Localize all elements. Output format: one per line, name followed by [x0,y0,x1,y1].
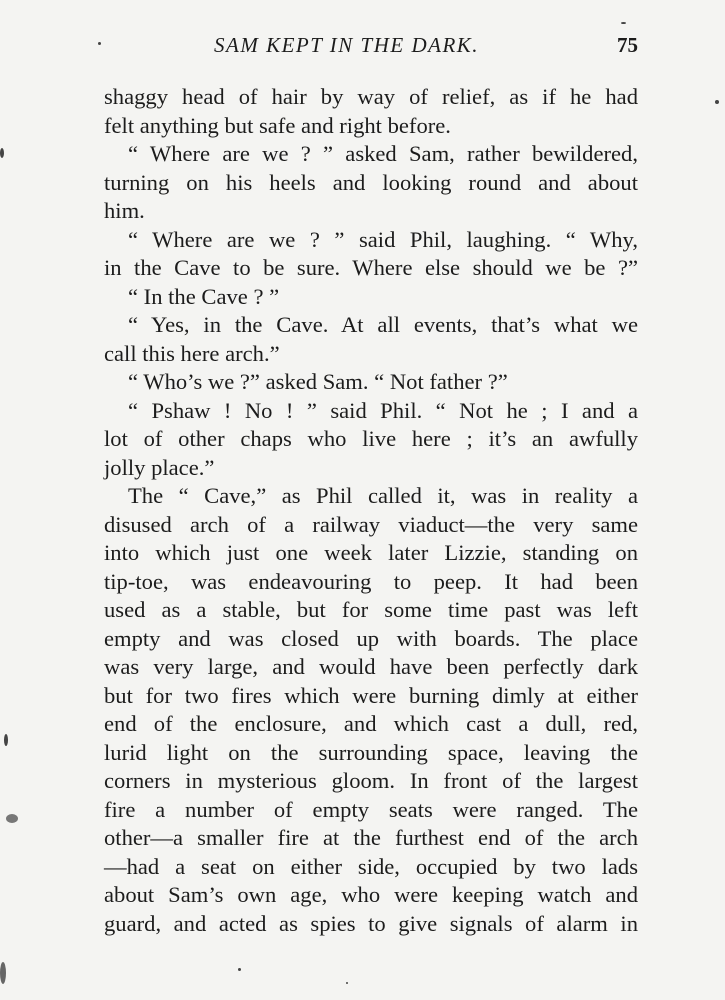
text-line: empty and was closed up with boards. The place [104,625,638,651]
text-line: other—a smaller fire at the furthest end of the arch [104,825,638,850]
text-line: call this here arch.” [104,340,280,366]
text-line: used as a stable, but for some time past was left [104,597,638,622]
text-line: jolly place.” [104,454,215,480]
paper-speck [0,962,6,984]
text-line: shaggy head of hair by way of relief, as if he had [104,84,638,109]
text-line: “ Yes, in the Cave. At all events, that’s what we [128,312,638,337]
text-line: corners in mysterious gloom. In front of the largest [104,768,638,793]
text-line: guard, and acted as spies to give signals of alarm in [104,910,638,936]
text-line: —had a seat on either side, occupied by two lads [104,853,638,879]
text-line: but for two fires which were burning dimly at either [104,682,638,708]
paper-speck [0,148,4,158]
paper-speck [238,968,241,971]
text-line: tip-toe, was endeavouring to peep. It had been [104,568,638,594]
page-header [104,33,638,63]
text-line: “ Where are we ? ” asked Sam, rather bewildered, [128,141,638,166]
text-line: into which just one week later Lizzie, standing on [104,540,638,565]
text-line: “ Where are we ? ” said Phil, laughing. “ Why, [128,226,638,252]
text-line: turning on his heels and looking round and about [104,169,638,195]
text-line: was very large, and would have been perfectly dark [104,654,638,679]
text-line: “ Pshaw ! No ! ” said Phil. “ Not he ; I and a [128,397,638,423]
running-head: SAM KEPT IN THE DARK. [214,33,480,57]
text-line: about Sam’s own age, who were keeping watch and [104,882,638,907]
text-line: lurid light on the surrounding space, leaving the [104,739,638,765]
text-line: felt anything but safe and right before. [104,112,451,138]
paper-speck [621,22,626,24]
text-line: “ In the Cave ? ” [128,283,280,309]
text-line: fire a number of empty seats were ranged. The [104,796,638,822]
text-line: in the Cave to be sure. Where else should we be ?” [104,255,638,280]
paper-speck [6,814,18,823]
text-line: him. [104,198,145,223]
paper-speck [715,100,719,104]
text-line: lot of other chaps who live here ; it’s an awfully [104,426,638,451]
paper-speck [346,982,348,984]
text-line: “ Who’s we ?” asked Sam. “ Not father ?” [128,369,508,394]
paper-speck [98,42,101,45]
paper-speck [4,734,8,746]
text-line: disused arch of a railway viaduct—the very same [104,511,638,537]
page-number: 75 [617,33,638,57]
text-line: The “ Cave,” as Phil called it, was in reality a [128,483,638,508]
text-line: end of the enclosure, and which cast a dull, red, [104,711,638,736]
body-text [104,83,638,938]
